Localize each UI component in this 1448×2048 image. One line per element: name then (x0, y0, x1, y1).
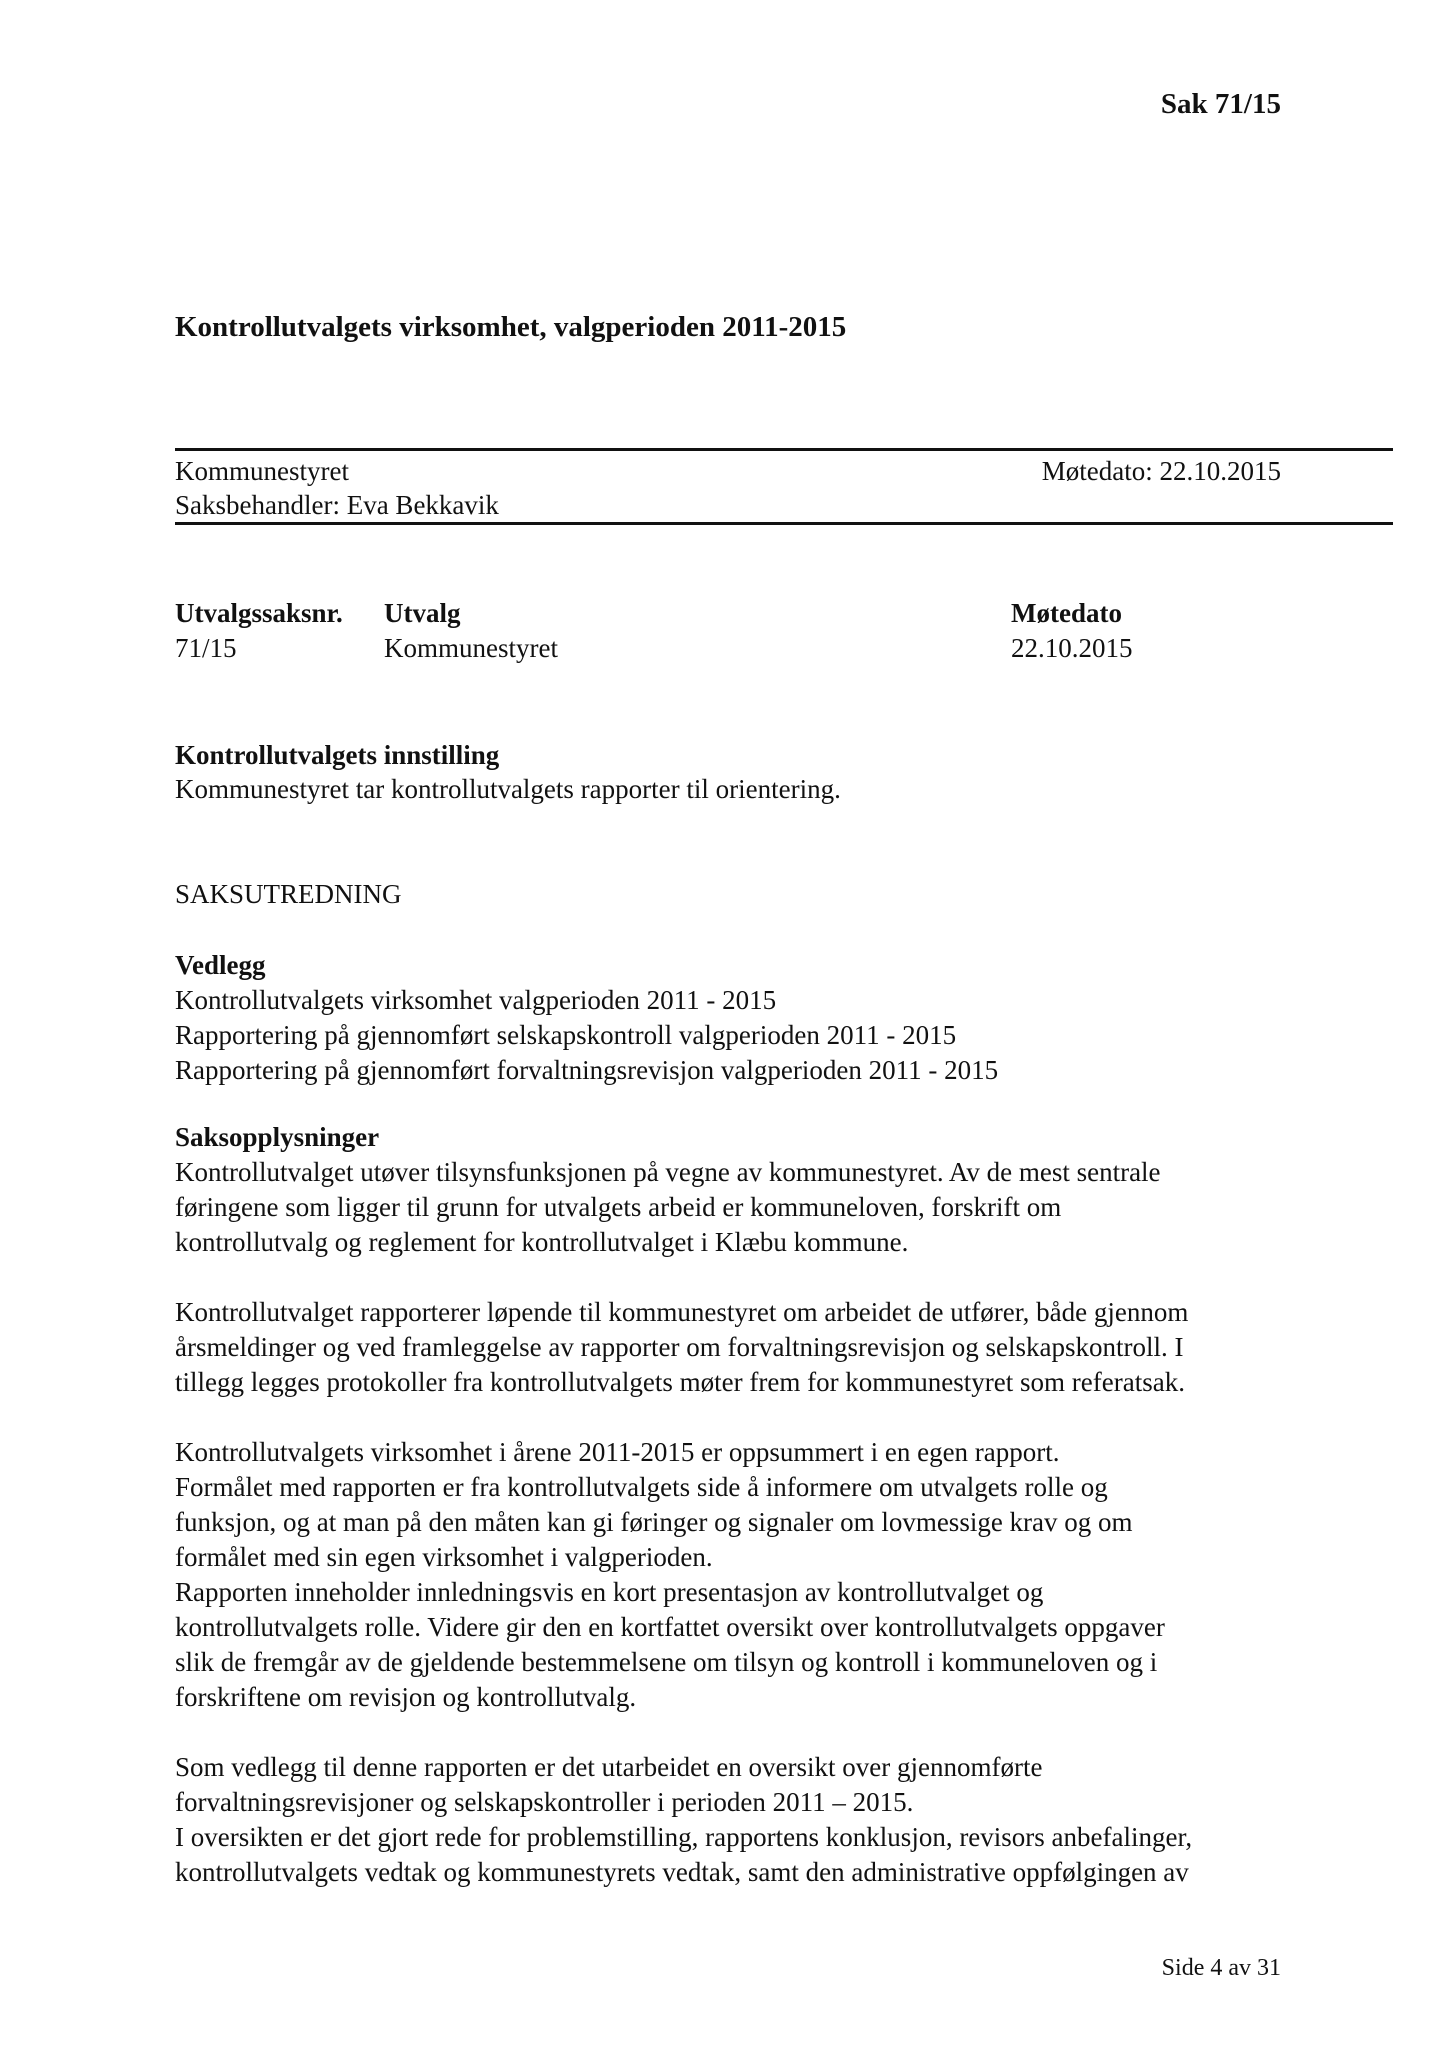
case-officer: Saksbehandler: Eva Bekkavik (175, 490, 499, 520)
facts-heading: Saksopplysninger (175, 1122, 380, 1152)
text-line: Kontrollutvalget utøver tilsynsfunksjonen på vegne av kommunestyret. Av de mest sentrale (175, 1157, 1161, 1187)
paragraph-2 (175, 1295, 1335, 1400)
table-header-date: Møtedato (1011, 598, 1122, 628)
board-name: Kommunestyret (175, 456, 349, 486)
attachments-heading: Vedlegg (175, 950, 266, 980)
list-item: Rapportering på gjennomført forvaltningsrevisjon valgperioden 2011 - 2015 (175, 1055, 999, 1085)
bottom-rule (175, 522, 1393, 525)
text-line: tillegg legges protokoller fra kontrollutvalgets møter frem for kommunestyret som referatsak. (175, 1367, 1185, 1397)
meeting-date: Møtedato: 22.10.2015 (1041, 456, 1281, 486)
table-cell-case-no: 71/15 (175, 633, 237, 663)
text-line: kontrollutvalg og reglement for kontrollutvalget i Klæbu kommune. (175, 1227, 909, 1257)
list-item: Rapportering på gjennomført selskapskontroll valgperioden 2011 - 2015 (175, 1020, 957, 1050)
text-line: Formålet med rapporten er fra kontrollutvalgets side å informere om utvalgets rolle og (175, 1472, 1108, 1502)
text-line: slik de fremgår av de gjeldende bestemmelsene om tilsyn og kontroll i kommuneloven og i (175, 1647, 1158, 1677)
recommendation-text: Kommunestyret tar kontrollutvalgets rapporter til orientering. (175, 774, 841, 804)
text-line: kontrollutvalgets vedtak og kommunestyrets vedtak, samt den administrative oppfølgingen av (175, 1857, 1189, 1887)
top-rule (175, 448, 1393, 451)
table-cell-date: 22.10.2015 (1011, 633, 1133, 663)
text-line: Kontrollutvalgets virksomhet i årene 2011-2015 er oppsummert i en egen rapport. (175, 1437, 1060, 1467)
text-line: føringene som ligger til grunn for utvalgets arbeid er kommuneloven, forskrift om (175, 1192, 1062, 1222)
text-line: funksjon, og at man på den måten kan gi føringer og signaler om lovmessige krav og om (175, 1507, 1133, 1537)
page-number: Side 4 av 31 (1161, 1955, 1281, 1981)
text-line: årsmeldinger og ved framleggelse av rapporter om forvaltningsrevisjon og selskapskontroll. I (175, 1332, 1184, 1362)
document-title: Kontrollutvalgets virksomhet, valgperioden 2011-2015 (175, 311, 847, 343)
text-line: Som vedlegg til denne rapporten er det utarbeidet en oversikt over gjennomførte (175, 1752, 1043, 1782)
case-number: Sak 71/15 (1160, 88, 1281, 120)
section-title: SAKSUTREDNING (175, 879, 402, 909)
paragraph-4 (175, 1750, 1335, 1890)
paragraph-1 (175, 1155, 1335, 1260)
text-line: Rapporten inneholder innledningsvis en kort presentasjon av kontrollutvalget og (175, 1577, 1044, 1607)
table-header-board: Utvalg (384, 598, 461, 628)
table-header-case-no: Utvalgssaksnr. (175, 598, 343, 628)
recommendation-heading: Kontrollutvalgets innstilling (175, 740, 500, 770)
text-line: I oversikten er det gjort rede for problemstilling, rapportens konklusjon, revisors anbefalinger, (175, 1822, 1193, 1852)
attachments-list (175, 983, 1335, 1088)
text-line: Kontrollutvalget rapporterer løpende til kommunestyret om arbeidet de utfører, både gjennom (175, 1297, 1189, 1327)
text-line: forvaltningsrevisjoner og selskapskontroller i perioden 2011 – 2015. (175, 1787, 914, 1817)
text-line: kontrollutvalgets rolle. Videre gir den en kortfattet oversikt over kontrollutvalgets oppgaver (175, 1612, 1165, 1642)
paragraph-3 (175, 1435, 1335, 1715)
table-cell-board: Kommunestyret (384, 633, 558, 663)
text-line: formålet med sin egen virksomhet i valgperioden. (175, 1542, 713, 1572)
list-item: Kontrollutvalgets virksomhet valgperioden 2011 - 2015 (175, 985, 777, 1015)
text-line: forskriftene om revisjon og kontrollutvalg. (175, 1682, 637, 1712)
